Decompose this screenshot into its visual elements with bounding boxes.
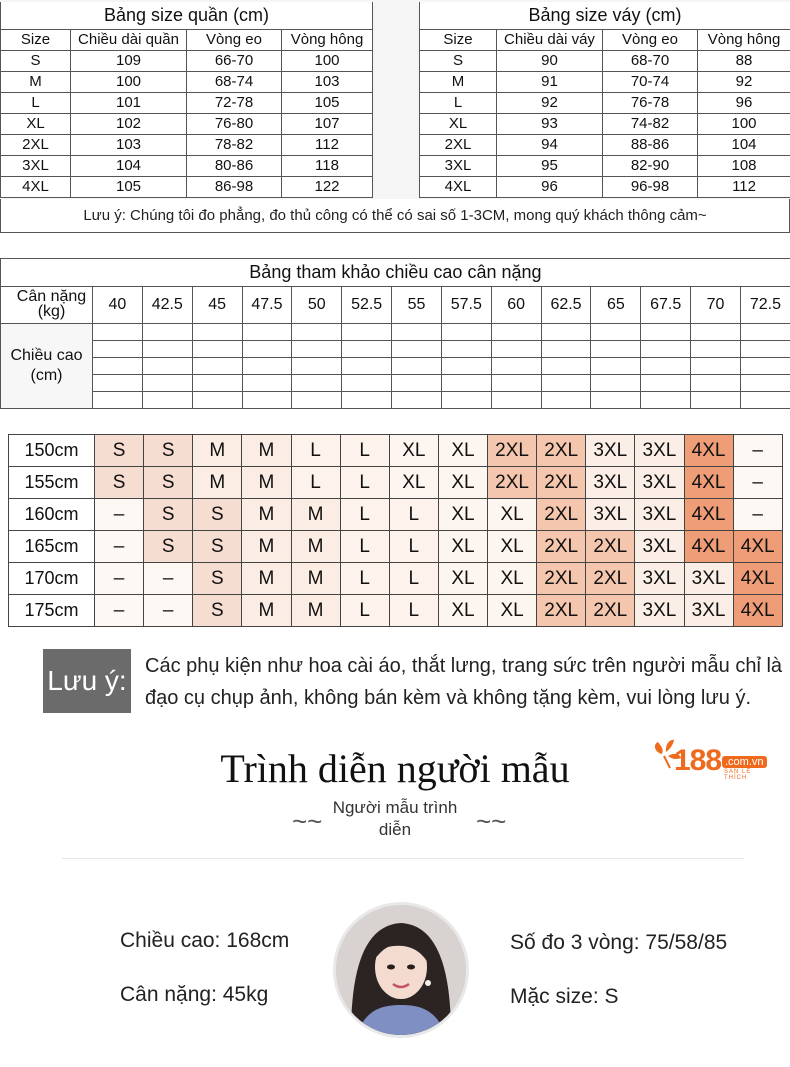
blank-cell [93, 324, 143, 341]
size-cell: M [242, 595, 291, 627]
size-cell: S [144, 499, 193, 531]
brand-domain: .com.vn [722, 756, 767, 768]
skirt-cell: 3XL [420, 155, 497, 176]
pants-row [1, 176, 373, 197]
size-cell: – [144, 595, 193, 627]
size-cell: XL [438, 531, 487, 563]
skirt-table-title: Bảng size váy (cm) [420, 2, 790, 29]
pants-cell: S [1, 50, 71, 71]
blank-cell [242, 341, 292, 358]
weight-header-cell: 70 [691, 287, 741, 324]
size-cell: XL [438, 499, 487, 531]
pants-cell: 100 [282, 50, 373, 71]
blank-cell [541, 375, 591, 392]
size-cell: M [193, 467, 242, 499]
skirt-cell: 2XL [420, 134, 497, 155]
skirt-row [420, 92, 790, 113]
skirt-header-cell: Chiều dài váy [497, 29, 603, 50]
pants-cell: 122 [282, 176, 373, 197]
blank-cell [441, 341, 491, 358]
skirt-header-cell: Size [420, 29, 497, 50]
skirt-row [420, 50, 790, 71]
pants-cell: 66-70 [187, 50, 282, 71]
blank-cell [691, 324, 741, 341]
size-cell: XL [389, 467, 438, 499]
blank-cell [541, 341, 591, 358]
skirt-cell: 100 [698, 113, 790, 134]
tilde-decoration-left: ~~ [292, 806, 323, 836]
size-cell: M [291, 531, 340, 563]
size-cell: L [389, 531, 438, 563]
pants-cell: 80-86 [187, 155, 282, 176]
size-cell: 2XL [488, 435, 537, 467]
pants-cell: 109 [71, 50, 187, 71]
blank-cell [242, 324, 292, 341]
weight-label: Cân nặng (kg) [16, 288, 87, 320]
size-cell: 2XL [537, 531, 586, 563]
size-cell: S [144, 435, 193, 467]
size-cell: 2XL [586, 563, 635, 595]
size-cell: 2XL [537, 467, 586, 499]
skirt-cell: 94 [497, 134, 603, 155]
size-cell: – [95, 499, 144, 531]
size-cell: XL [488, 531, 537, 563]
weight-header-cell: 57.5 [441, 287, 491, 324]
pants-header-cell: Chiều dài quần [71, 29, 187, 50]
size-cell: – [95, 563, 144, 595]
size-cell: L [340, 563, 389, 595]
blank-cell [292, 324, 342, 341]
blank-cell [93, 392, 143, 409]
weight-label-cell [1, 287, 93, 324]
weight-header-cell: 62.5 [541, 287, 591, 324]
skirt-cell: M [420, 71, 497, 92]
size-cell: XL [438, 467, 487, 499]
size-cell: S [193, 563, 242, 595]
size-cell: – [733, 499, 782, 531]
pants-cell: 3XL [1, 155, 71, 176]
section-divider [62, 858, 744, 859]
blank-cell [192, 392, 242, 409]
blank-cell [93, 341, 143, 358]
skirt-cell: 96-98 [603, 176, 698, 197]
blank-cell [541, 324, 591, 341]
pants-row [1, 71, 373, 92]
pants-cell: 103 [282, 71, 373, 92]
size-cell: – [733, 435, 782, 467]
size-cell: 4XL [684, 467, 733, 499]
pants-size-table [0, 2, 373, 198]
blank-cell [392, 375, 442, 392]
skirt-cell: 88 [698, 50, 790, 71]
size-grid-row [9, 531, 783, 563]
blank-cell [93, 375, 143, 392]
size-grid-row [9, 595, 783, 627]
size-cell: S [193, 595, 242, 627]
skirt-cell: L [420, 92, 497, 113]
pants-header-cell: Vòng hông [282, 29, 373, 50]
skirt-row [420, 134, 790, 155]
pants-cell: M [1, 71, 71, 92]
size-cell: 3XL [635, 435, 684, 467]
blank-cell [93, 358, 143, 375]
size-cell: L [389, 499, 438, 531]
skirt-row [420, 155, 790, 176]
size-grid-row [9, 563, 783, 595]
weight-row [1, 287, 790, 324]
blank-cell [441, 375, 491, 392]
measurement-note: Lưu ý: Chúng tôi đo phẳng, đo thủ công có thể có sai số 1-3CM, mong quý khách thông cảm~ [0, 199, 790, 233]
blank-cell [740, 375, 790, 392]
model-avatar [333, 902, 469, 1038]
blank-cell [142, 324, 192, 341]
size-cell: – [95, 595, 144, 627]
size-cell: 2XL [586, 531, 635, 563]
height-cell: 165cm [9, 531, 95, 563]
weight-header-cell: 50 [292, 287, 342, 324]
size-cell: 4XL [733, 531, 782, 563]
blank-cell [641, 375, 691, 392]
skirt-cell: 70-74 [603, 71, 698, 92]
skirt-cell: 93 [497, 113, 603, 134]
pants-row [1, 134, 373, 155]
blank-cell [591, 392, 641, 409]
size-cell: – [144, 563, 193, 595]
size-recommendation-table [8, 434, 783, 627]
pants-cell: 78-82 [187, 134, 282, 155]
size-cell: 4XL [684, 499, 733, 531]
blank-cell [142, 358, 192, 375]
height-cell: 160cm [9, 499, 95, 531]
size-cell: 2XL [537, 435, 586, 467]
blank-cell [541, 392, 591, 409]
skirt-header-cell: Vòng hông [698, 29, 790, 50]
model-size: Mặc size: S [510, 985, 619, 1008]
skirt-header-cell: Vòng eo [603, 29, 698, 50]
size-cell: L [291, 435, 340, 467]
size-cell: 3XL [635, 467, 684, 499]
pants-cell: XL [1, 113, 71, 134]
skirt-cell: 74-82 [603, 113, 698, 134]
notice-text: Các phụ kiện như hoa cài áo, thắt lưng, trang sức trên người mẫu chỉ là đạo cụ chụp ảnh, không bán kèm và không tặng kèm, vui lòng lưu ý. [145, 655, 783, 709]
pants-cell: 107 [282, 113, 373, 134]
skirt-cell: 90 [497, 50, 603, 71]
reference-title: Bảng tham khảo chiều cao cân nặng [1, 259, 790, 287]
pants-cell: 68-74 [187, 71, 282, 92]
blank-cell [691, 375, 741, 392]
blank-cell [292, 358, 342, 375]
size-cell: S [95, 435, 144, 467]
skirt-cell: S [420, 50, 497, 71]
blank-cell [441, 324, 491, 341]
size-cell: M [291, 595, 340, 627]
pants-cell: 100 [71, 71, 187, 92]
blank-cell [491, 358, 541, 375]
size-cell: L [340, 595, 389, 627]
blank-cell [292, 341, 342, 358]
blank-cell [392, 392, 442, 409]
size-cell: M [242, 499, 291, 531]
pants-row [1, 155, 373, 176]
pants-cell: 105 [282, 92, 373, 113]
pants-cell: 2XL [1, 134, 71, 155]
pants-cell: 72-78 [187, 92, 282, 113]
skirt-cell: 92 [497, 92, 603, 113]
size-cell: M [291, 563, 340, 595]
pants-cell: L [1, 92, 71, 113]
blank-cell [441, 392, 491, 409]
brand-logo [652, 736, 777, 781]
blank-cell [192, 358, 242, 375]
size-cell: 3XL [635, 563, 684, 595]
height-label: Chiều cao (cm) [1, 324, 93, 409]
size-cell: XL [488, 595, 537, 627]
skirt-row [420, 113, 790, 134]
blank-cell [192, 341, 242, 358]
height-cell: 150cm [9, 435, 95, 467]
size-cell: L [340, 499, 389, 531]
size-cell: XL [488, 563, 537, 595]
blank-cell [491, 324, 541, 341]
blank-cell [591, 375, 641, 392]
blank-cell [342, 375, 392, 392]
model-height: Chiều cao: 168cm [120, 929, 290, 952]
size-cell: L [340, 467, 389, 499]
size-cell: M [242, 563, 291, 595]
skirt-cell: 76-78 [603, 92, 698, 113]
size-cell: – [95, 531, 144, 563]
skirt-cell: 92 [698, 71, 790, 92]
size-cell: XL [488, 499, 537, 531]
size-cell: L [389, 595, 438, 627]
size-grid-row [9, 435, 783, 467]
pants-table-title: Bảng size quần (cm) [1, 2, 373, 29]
blank-cell [342, 341, 392, 358]
brand-tagline: SĂN LẺ THÍCH [724, 769, 752, 781]
model-weight: Cân nặng: 45kg [120, 983, 269, 1006]
blank-cell [541, 358, 591, 375]
notice-tag: Lưu ý: [43, 649, 131, 713]
size-cell: 4XL [684, 435, 733, 467]
size-cell: XL [438, 435, 487, 467]
skirt-cell: 108 [698, 155, 790, 176]
pants-cell: 102 [71, 113, 187, 134]
blank-cell [641, 341, 691, 358]
size-cell: S [95, 467, 144, 499]
skirt-header-row [420, 29, 790, 50]
reference-header-table [0, 258, 790, 409]
weight-header-cell: 55 [392, 287, 442, 324]
skirt-cell: 96 [497, 176, 603, 197]
blank-cell [392, 324, 442, 341]
reference-table-section [0, 258, 790, 409]
weight-header-cell: 47.5 [242, 287, 292, 324]
blank-cell [740, 324, 790, 341]
size-cell: S [193, 531, 242, 563]
size-cell: 3XL [586, 499, 635, 531]
blank-cell [342, 324, 392, 341]
blank-cell [142, 341, 192, 358]
size-cell: XL [438, 563, 487, 595]
size-cell: 3XL [586, 467, 635, 499]
pants-header-cell: Vòng eo [187, 29, 282, 50]
pants-cell: 101 [71, 92, 187, 113]
weight-header-cell: 52.5 [342, 287, 392, 324]
weight-header-cell: 67.5 [641, 287, 691, 324]
skirt-cell: 68-70 [603, 50, 698, 71]
size-cell: 2XL [586, 595, 635, 627]
skirt-cell: 104 [698, 134, 790, 155]
skirt-cell: 4XL [420, 176, 497, 197]
model-portrait-image [336, 905, 466, 1035]
size-cell: 3XL [684, 563, 733, 595]
skirt-size-table [419, 2, 790, 198]
model-measurements: Số đo 3 vòng: 75/58/85 [510, 931, 728, 954]
size-cell: XL [438, 595, 487, 627]
size-cell: 4XL [684, 531, 733, 563]
blank-cell [641, 392, 691, 409]
pants-cell: 105 [71, 176, 187, 197]
blank-cell [192, 324, 242, 341]
size-cell: 3XL [586, 435, 635, 467]
size-cell: 2XL [537, 563, 586, 595]
blank-cell [392, 358, 442, 375]
blank-cell [591, 341, 641, 358]
blank-cell [242, 358, 292, 375]
weight-header-cell: 42.5 [142, 287, 192, 324]
size-cell: M [193, 435, 242, 467]
blank-cell [491, 341, 541, 358]
size-grid-row [9, 499, 783, 531]
size-cell: M [242, 467, 291, 499]
size-cell: L [340, 435, 389, 467]
skirt-cell: 95 [497, 155, 603, 176]
model-section-title: Trình diễn người mẫu [220, 746, 570, 791]
size-cell: M [242, 531, 291, 563]
pants-cell: 76-80 [187, 113, 282, 134]
skirt-cell: XL [420, 113, 497, 134]
size-cell: M [242, 435, 291, 467]
height-cell: 155cm [9, 467, 95, 499]
blank-cell [292, 392, 342, 409]
blank-cell [342, 392, 392, 409]
weight-header-cell: 60 [491, 287, 541, 324]
skirt-row [420, 176, 790, 197]
blank-cell [740, 392, 790, 409]
blank-cell [242, 375, 292, 392]
size-cell: 4XL [733, 595, 782, 627]
brand-number: 188 [674, 744, 722, 777]
blank-cell [691, 341, 741, 358]
pants-cell: 4XL [1, 176, 71, 197]
tilde-decoration-right: ~~ [476, 806, 507, 836]
blank-cell [641, 358, 691, 375]
height-cell: 175cm [9, 595, 95, 627]
size-cell: S [144, 531, 193, 563]
size-tables-section [0, 0, 790, 233]
size-cell: 2XL [537, 595, 586, 627]
skirt-cell: 96 [698, 92, 790, 113]
pants-cell: 104 [71, 155, 187, 176]
blank-cell [242, 392, 292, 409]
size-recommendation-grid [8, 434, 782, 627]
blank-cell [740, 358, 790, 375]
pants-header-row [1, 29, 373, 50]
size-cell: XL [389, 435, 438, 467]
blank-cell [342, 358, 392, 375]
blank-cell [691, 358, 741, 375]
size-cell: 3XL [635, 531, 684, 563]
pants-cell: 112 [282, 134, 373, 155]
size-cell: L [389, 563, 438, 595]
weight-header-cell: 72.5 [740, 287, 790, 324]
size-cell: 2XL [537, 499, 586, 531]
blank-cell [691, 392, 741, 409]
size-cell: 4XL [733, 563, 782, 595]
size-cell: 3XL [635, 499, 684, 531]
blank-cell [591, 358, 641, 375]
size-cell: 3XL [635, 595, 684, 627]
blank-cell [142, 375, 192, 392]
blank-cell [192, 375, 242, 392]
skirt-cell: 112 [698, 176, 790, 197]
pants-cell: 103 [71, 134, 187, 155]
blank-cell [740, 341, 790, 358]
weight-header-cell: 65 [591, 287, 641, 324]
size-grid-row [9, 467, 783, 499]
blank-cell [292, 375, 342, 392]
pants-row [1, 50, 373, 71]
weight-header-cell: 45 [192, 287, 242, 324]
size-cell: S [193, 499, 242, 531]
size-cell: S [144, 467, 193, 499]
size-cell: – [733, 467, 782, 499]
pants-cell: 118 [282, 155, 373, 176]
model-subtitle: Người mẫu trình diễn [332, 798, 458, 839]
size-cell: M [291, 499, 340, 531]
blank-cell [491, 375, 541, 392]
pants-cell: 86-98 [187, 176, 282, 197]
skirt-cell: 88-86 [603, 134, 698, 155]
skirt-cell: 91 [497, 71, 603, 92]
size-cell: L [291, 467, 340, 499]
size-cell: 2XL [488, 467, 537, 499]
skirt-cell: 82-90 [603, 155, 698, 176]
pants-header-cell: Size [1, 29, 71, 50]
skirt-row [420, 71, 790, 92]
pants-row [1, 92, 373, 113]
blank-cell [441, 358, 491, 375]
blank-cell [591, 324, 641, 341]
size-cell: L [340, 531, 389, 563]
blank-cell [641, 324, 691, 341]
blank-cell [142, 392, 192, 409]
blank-cell [392, 341, 442, 358]
pants-row [1, 113, 373, 134]
blank-cell [491, 392, 541, 409]
size-cell: 3XL [684, 595, 733, 627]
weight-header-cell: 40 [93, 287, 143, 324]
height-cell: 170cm [9, 563, 95, 595]
